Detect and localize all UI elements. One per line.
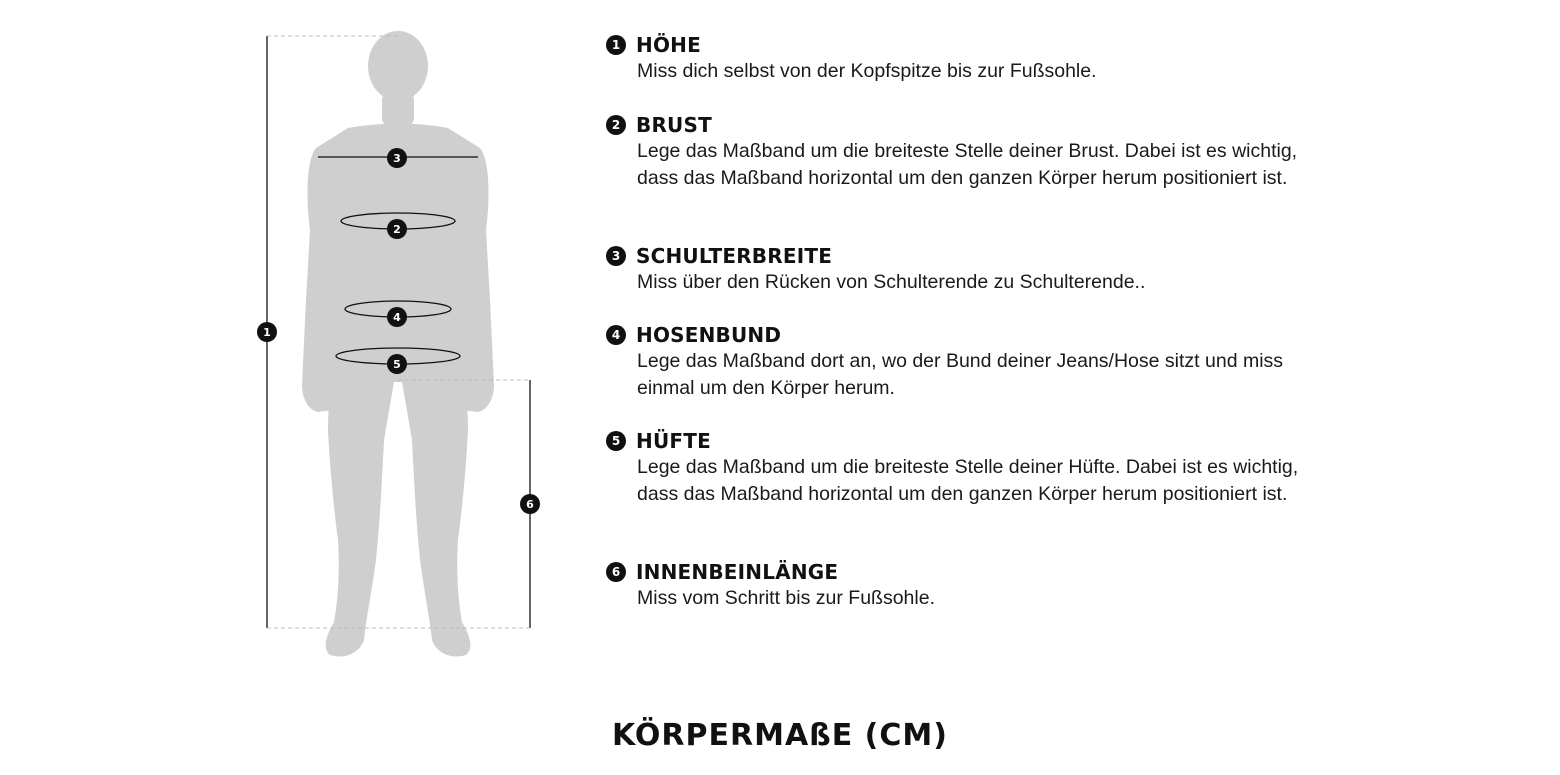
badge-5: 5 — [606, 431, 626, 451]
marker-1 — [257, 322, 277, 342]
badge-3: 3 — [606, 246, 626, 266]
legend-title: HÖHE — [636, 33, 701, 57]
svg-text:5: 5 — [393, 358, 401, 371]
marker-4 — [387, 307, 407, 327]
svg-text:3: 3 — [393, 152, 401, 165]
badge-2: 2 — [606, 115, 626, 135]
legend-description: Lege das Maßband dort an, wo der Bund deiner Jeans/Hose sitzt und miss einmal um den Körper herum. — [637, 350, 1284, 399]
svg-text:6: 6 — [526, 498, 534, 511]
legend-description: Miss über den Rücken von Schulterende zu Schulterende.. — [637, 271, 1146, 293]
legend-item-inseam — [606, 559, 1327, 612]
marker-3 — [387, 148, 407, 168]
legend-description: Lege das Maßband um die breiteste Stelle deiner Brust. Dabei ist es wichtig, dass das Maßband horizontal um den ganzen Körper herum positioniert ist. — [637, 140, 1298, 189]
legend-title: BRUST — [636, 113, 712, 137]
legend-description: Miss dich selbst von der Kopfspitze bis zur Fußsohle. — [637, 60, 1097, 82]
legend-item-hip — [606, 428, 1327, 507]
badge-4: 4 — [606, 325, 626, 345]
page-title: KÖRPERMAßE (CM) — [612, 718, 948, 753]
legend-title: HOSENBUND — [636, 323, 782, 347]
legend-item-height — [606, 32, 1327, 85]
marker-6 — [520, 494, 540, 514]
svg-text:2: 2 — [393, 223, 401, 236]
legend-item-shoulder-width — [606, 243, 1327, 296]
legend-description: Miss vom Schritt bis zur Fußsohle. — [637, 587, 935, 609]
legend-title: SCHULTERBREITE — [636, 244, 833, 268]
svg-text:4: 4 — [393, 311, 401, 324]
human-body-silhouette — [302, 31, 494, 657]
svg-text:1: 1 — [263, 326, 271, 339]
badge-1: 1 — [606, 35, 626, 55]
marker-5 — [387, 354, 407, 374]
legend-item-waistband — [606, 322, 1327, 401]
badge-6: 6 — [606, 562, 626, 582]
legend-title: INNENBEINLÄNGE — [636, 560, 839, 584]
legend-item-chest — [606, 112, 1327, 191]
legend-description: Lege das Maßband um die breiteste Stelle deiner Hüfte. Dabei ist es wichtig, dass das Maßband horizontal um den ganzen Körper herum positioniert ist. — [637, 456, 1299, 505]
marker-2 — [387, 219, 407, 239]
legend-title: HÜFTE — [636, 429, 711, 453]
